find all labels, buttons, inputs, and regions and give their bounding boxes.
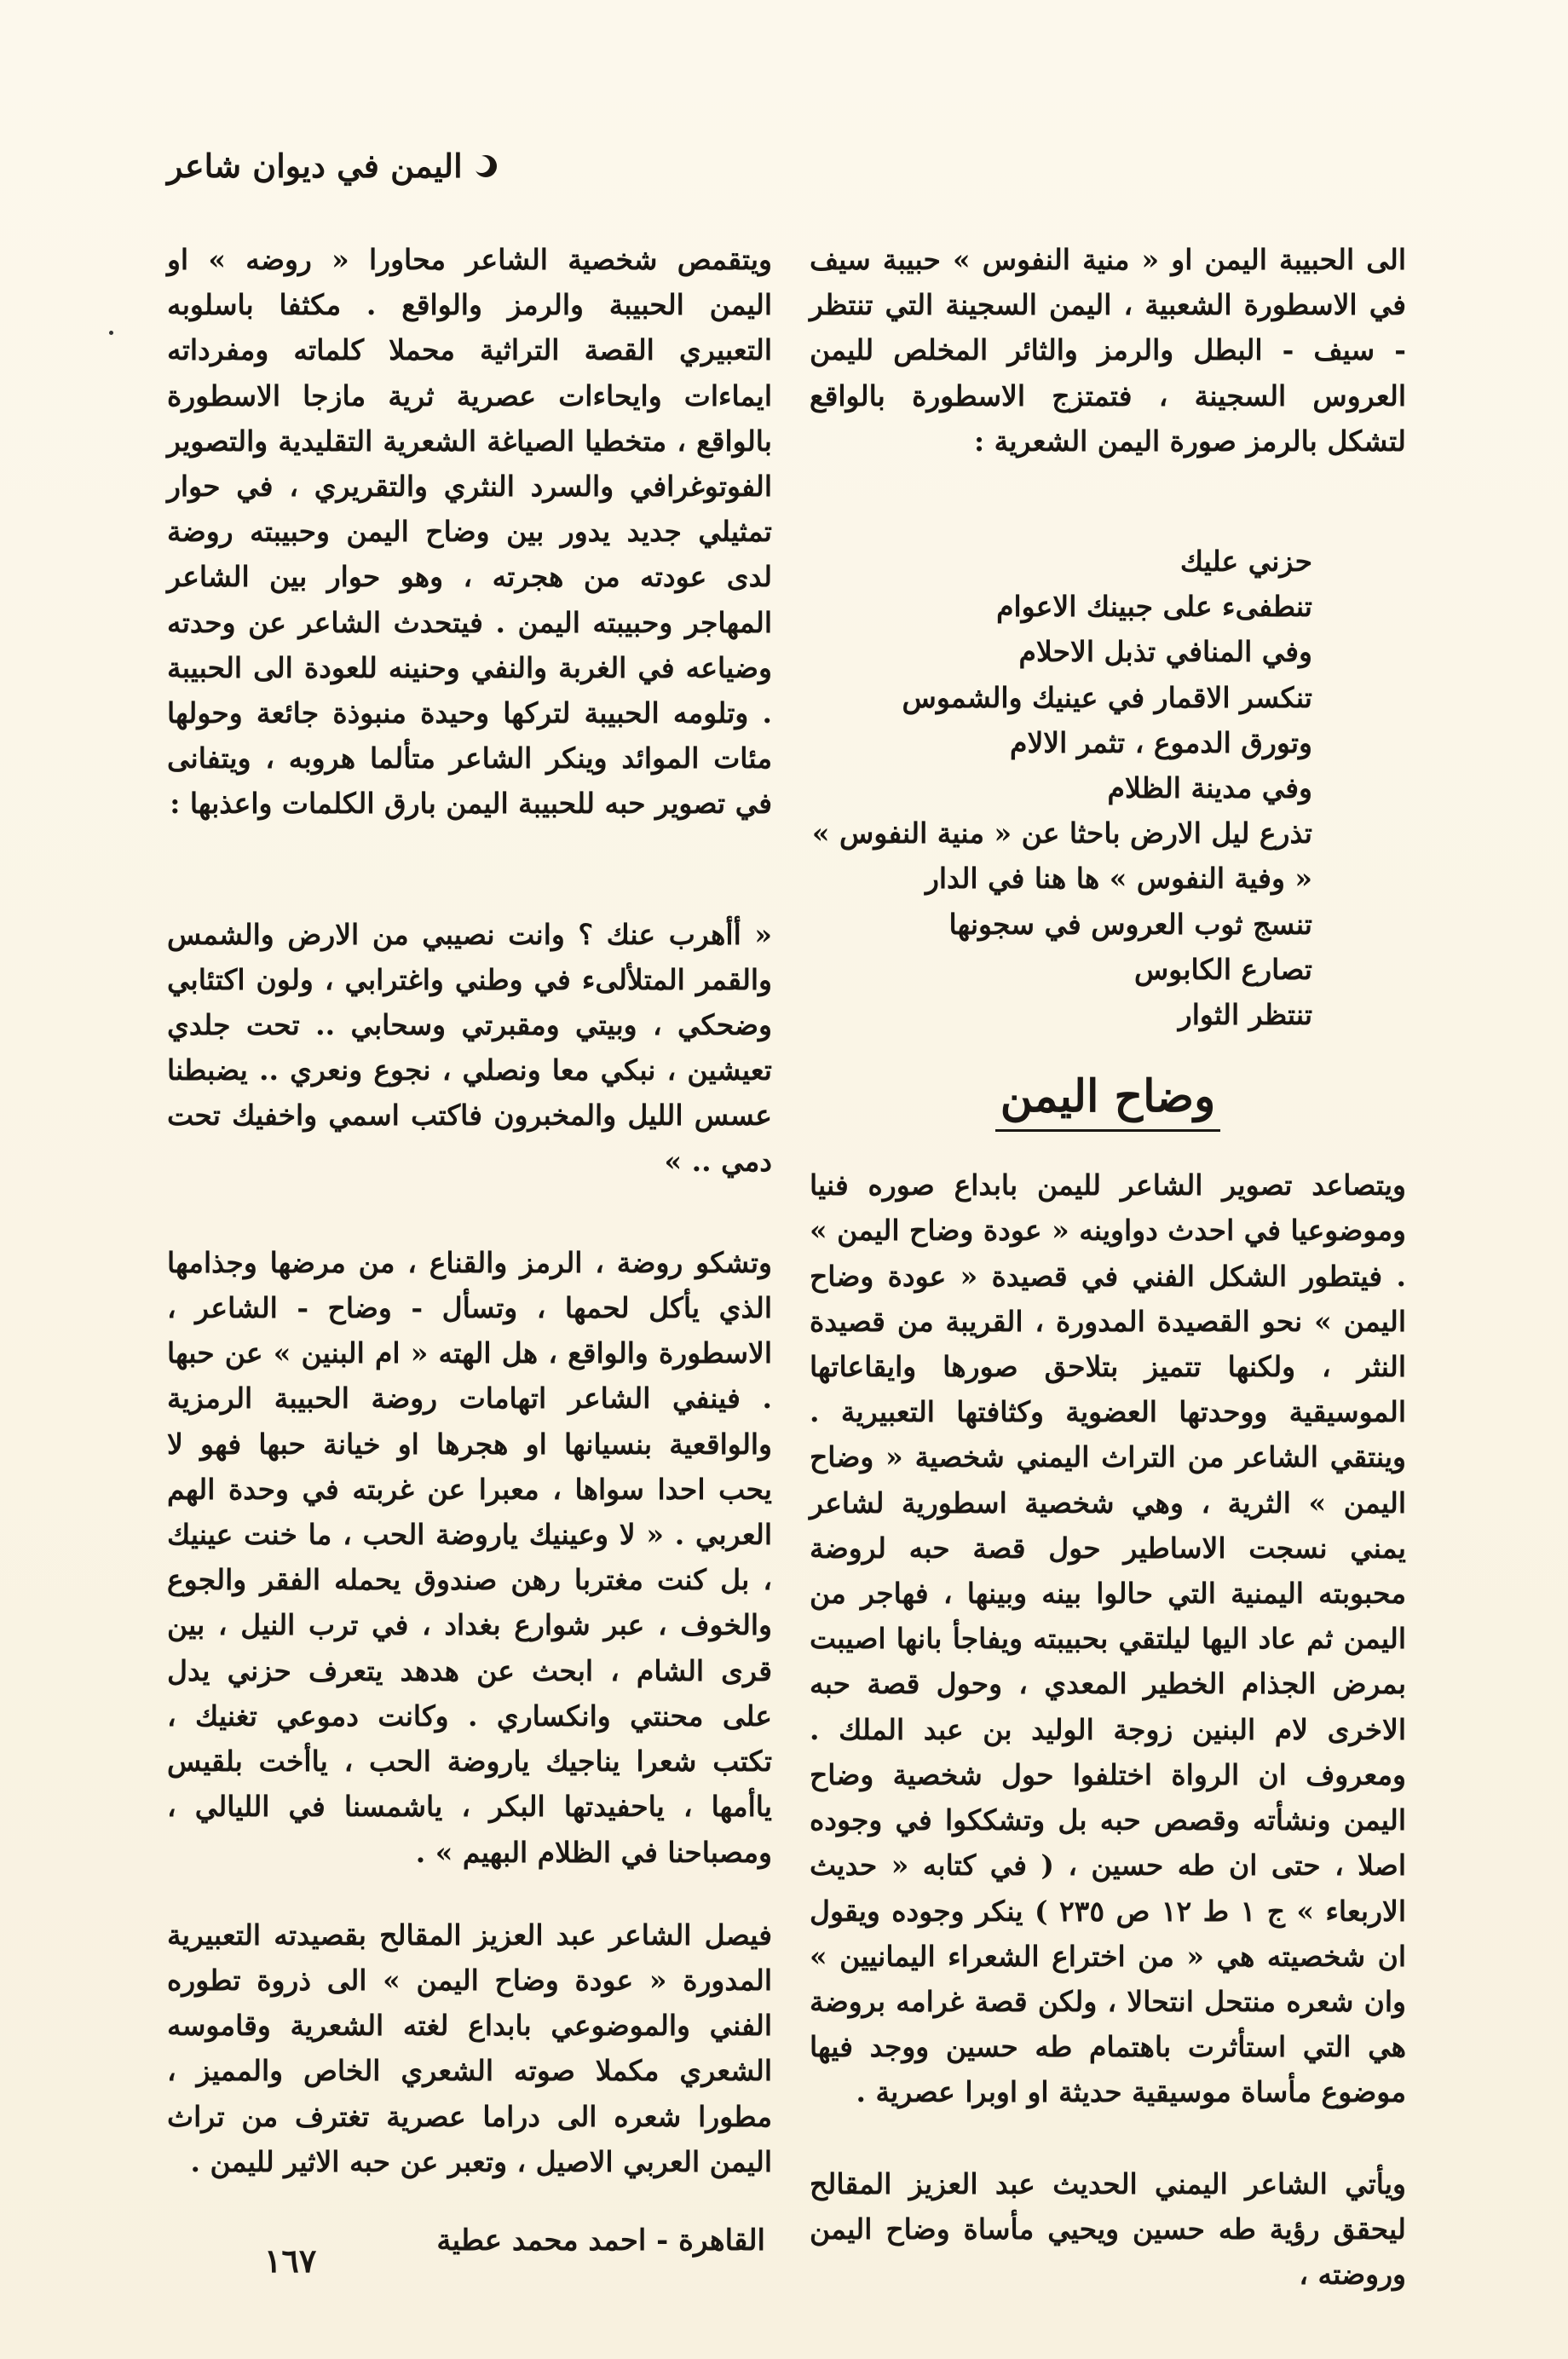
poem-line: تنتظر الثوار — [1178, 998, 1312, 1032]
section-heading — [810, 1070, 1406, 1132]
poem-line: تنسج ثوب العروس في سجونها — [948, 907, 1312, 941]
poem-line: « وفية النفوس » ها هنا في الدار — [925, 862, 1312, 896]
poem-block — [810, 539, 1312, 1037]
closing-paragraph: ويأتي الشاعر اليمني الحديث عبد العزيز المقالح ليحقق رؤية طه حسين ويحيي مأساة وضاح اليمن وروضته ، — [810, 2166, 1406, 2291]
paragraph-3: فيصل الشاعر عبد العزيز المقالح بقصيدته التعبيرية المدورة « عودة وضاح اليمن » الى ذروة تطوره الفني والموضوعي بابداع لغته الشعرية وقاموسه الشعري مكملا صوته الشعري الخاص والمميز ، مطورا شعره الى دراما عصرية تغترف من تراث اليمن العربي الاصيل ، وتعبر عن حبه الاثير لليمن . — [167, 1918, 772, 2178]
right-column — [810, 237, 1406, 2297]
paragraph-1: ويتقمص شخصية الشاعر محاورا « روضه » او اليمن الحبيبة والرمز والواقع . مكثفا باسلوبه التعبيري القصة التراثية محملا كلماته ومفرداته ايماءات وايحاءات عصرية ثرية مازجا الاسطورة بالواقع ، متخطيا الصياغة الشعرية التقليدية والتصوير الفوتوغرافي والسرد النثري والتقريري ، في حوار تمثيلي جديد يدور بين وضاح اليمن وحبيبته روضة لدى عودته من هجرته ، وهو حوار بين الشاعر المهاجر وحبيبته اليمن . فيتحدث الشاعر عن وحدته وضياعه في الغربة والنفي وحنينه للعودة الى الحبيبة . وتلومه الحبيبة لتركها وحيدة منبوذة جائعة وحولها مئات الموائد وينكر الشاعر متألما هروبه ، ويتفانى في تصوير حبه للحبيبة اليمن بارق الكلمات واعذبها : — [167, 243, 772, 821]
poem-line: تصارع الكابوس — [1134, 952, 1312, 986]
section-paragraph: ويتصاعد تصوير الشاعر لليمن بابداع صوره فنيا وموضوعيا في احدث دواوينه « عودة وضاح اليمن » . فيتطور الشكل الفني في قصيدة « عودة وضاح اليمن » نحو القصيدة المدورة ، القريبة من قصيدة النثر ، ولكنها تتميز بتلاحق صورها وايقاعاتها الموسيقية ووحدتها العضوية وكثافتها التعبيرية . وينتقي الشاعر من التراث اليمني شخصية « وضاح اليمن » الثرية ، وهي شخصية اسطورية لشاعر يمني نسجت الاساطير حول قصة حبه لروضة محبوبته اليمنية التي حالوا بينه وبينها ، فهاجر من اليمن ثم عاد اليها ليلتقي بحبيبته ويفاجأ بانها اصيبت بمرض الجذام الخطير المعدي ، وحول قصة حبه الاخرى لام البنين زوجة الوليد بن عبد الملك . ومعروف ان الرواة اختلفوا حول شخصية وضاح اليمن ونشأته وقصص حبه بل وتشككوا في وجوده اصلا ، حتى ان طه حسين ، ( في كتابه « حديث الاربعاء » ج ١ ط ١٢ ص ٢٣٥ ) ينكر وجوده ويقول ان شخصيته هي « من اختراع الشعراء اليمانيين » وان شعره منتحل انتحالا ، ولكن قصة غرامه بروضة هي التي استأثرت باهتمام طه حسين ووجد فيها موضوع مأساة موسيقية حديثة او اوبرا عصرية . — [810, 1168, 1407, 2109]
paragraph-gap — [167, 827, 772, 912]
poem-line: تنكسر الاقمار في عينيك والشموس — [902, 680, 1312, 714]
poem-line: حزني عليك — [1179, 545, 1312, 579]
paragraph-gap — [167, 1184, 772, 1240]
intro-paragraph: الى الحبيبة اليمن او « منية النفوس » حبيبة سيف في الاسطورة الشعبية ، اليمن السجينة التي تنتظر - سيف - البطل والرمز والثائر المخلص لليمن العروس السجينة ، فتمتزج الاسطورة بالواقع لتشكل بالرمز صورة اليمن الشعرية : — [810, 243, 1406, 458]
crescent-icon — [473, 153, 499, 179]
poem-line: تذرع ليل الارض باحثا عن « منية النفوس » — [811, 816, 1312, 851]
paragraph-2: وتشكو روضة ، الرمز والقناع ، من مرضها وجذامها الذي يأكل لحمها ، وتسأل - وضاح - الشاعر ، الاسطورة والواقع ، هل الهته « ام البنين » عن حبها . فينفي الشاعر اتهامات روضة الحبيبة الرمزية والواقعية بنسيانها او هجرها او خيانة حبها فهو لا يحب احدا سواها ، معبرا عن غربته في وحدة الهم العربي . « لا وعينيك ياروضة الحب ، ما خنت عينيك ، بل كنت مغتربا رهن صندوق يحمله الفقر والجوع والخوف ، عبر شوارع بغداد ، في ترب النيل ، بين قرى الشام ، ابحث عن هدهد يتعرف حزني يدل على محنتي وانكساري . وكانت دموعي تغنيك ، تكتب شعرا يناجيك ياروضة الحب ، ياأخت بلقيس ياأمها ، ياحفيدتها البكر ، ياشمسنا في الليالي ، ومصباحنا في الظلام البهيم » . — [167, 1245, 772, 1869]
header-title: اليمن في ديوان شاعر — [167, 147, 463, 185]
paragraph-gap — [167, 1875, 772, 1912]
running-header — [167, 147, 499, 185]
quote-paragraph: « أأهرب عنك ؟ وانت نصيبي من الارض والشمس والقمر المتلألىء في وطني واغترابي ، ولون اكتئابي وضحكي ، وبيتي ومقبرتي وسحابي .. تحت جلدي تعيشين ، نبكي معا ونصلي ، نجوع ونعري .. يضبطنا عسس الليل والمخبرون فاكتب اسمي واخفيك تحت دمي .. » — [167, 917, 772, 1178]
poem-line: تنطفىء على جبينك الاعوام — [996, 590, 1312, 624]
page-number: ١٦٧ — [264, 2241, 317, 2280]
left-column — [167, 237, 772, 2264]
print-speck — [109, 331, 113, 335]
poem-line: وفي المنافي تذبل الاحلام — [1018, 635, 1312, 669]
poem-line: وفي مدينة الظلام — [1107, 771, 1312, 805]
author-signature: القاهرة - احمد محمد عطية — [436, 2223, 765, 2258]
poem-line: وتورق الدموع ، تثمر الالام — [1010, 725, 1312, 759]
section-heading-text: وضاح اليمن — [995, 1070, 1220, 1132]
paragraph-gap — [810, 2115, 1406, 2161]
